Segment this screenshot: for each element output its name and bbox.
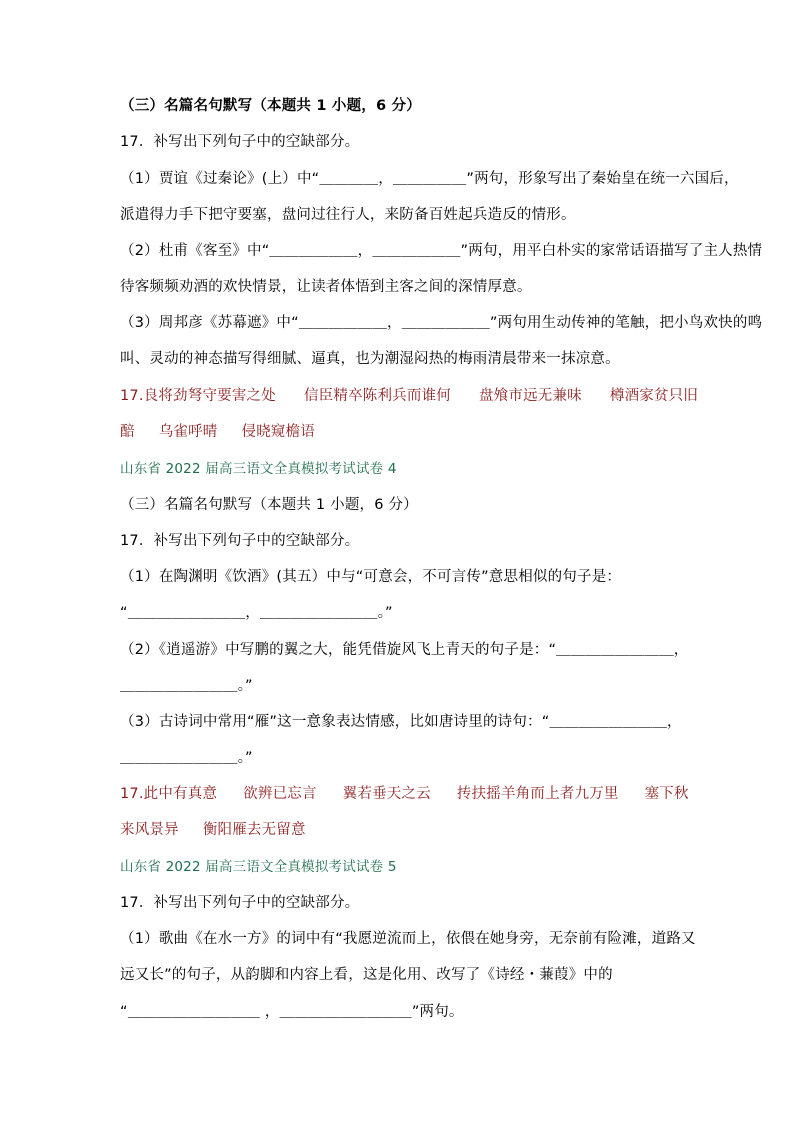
question-item: 远又长”的句子，从韵脚和内容上看，这是化用、改写了《诗经・蒹葭》中的 [120,967,613,983]
answer-text: 欲辨已忘言 [243,786,317,802]
question-prompt: 17．补写出下列句子中的空缺部分。 [120,533,360,549]
question-item: “＿＿＿＿＿＿＿＿＿ ，＿＿＿＿＿＿＿＿＿”两句。 [120,1004,464,1020]
answer-line [120,820,306,840]
section-heading: （三）名篇名句默写（本题共 1 小题，6 分） [120,497,418,513]
answer-text: 塞下秋 [644,786,689,802]
answer-text: 盘飧市远无兼味 [478,388,582,404]
question-prompt: 17．补写出下列句子中的空缺部分。 [120,895,360,911]
answer-line [120,386,698,406]
question-item: （2）杜甫《客至》中“＿＿＿＿＿＿，＿＿＿＿＿＿”两句，用平白朴实的家常话语描写了主人热情 [120,243,763,259]
question-item: 叫、灵动的神态描写得细腻、逼真，也为潮湿闷热的梅雨清晨带来一抹凉意。 [120,351,620,367]
answer-text: 乌雀呼晴 [158,424,218,440]
answer-line [120,422,315,442]
answer-text: 樽酒家贫只旧 [609,388,699,404]
answer-text: 醅 [120,424,135,440]
question-item: （1）贾谊《过秦论》(上）中“＿＿＿＿，＿＿＿＿＿”两句，形象写出了秦始皇在统一六国后， [120,171,739,187]
question-item: 待客频频劝酒的欢快情景，让读者体悟到主客之间的深情厚意。 [120,279,532,295]
answer-text: 17.良将劲弩守要害之处 [120,388,276,404]
answer-text: 抟扶摇羊角而上者九万里 [456,786,619,802]
answer-text: 翼若垂天之云 [342,786,431,802]
answer-text: 来风景异 [120,822,179,838]
question-item: ＿＿＿＿＿＿＿＿。” [120,750,253,766]
question-item: ＿＿＿＿＿＿＿＿。” [120,678,253,694]
answer-text: 衡阳雁去无留意 [202,822,306,838]
answer-line [120,784,689,804]
question-item: （1）歌曲《在水一方》的词中有“我愿逆流而上，依偎在她身旁，无奈前有险滩，道路又 [120,931,696,947]
answer-text: 17.此中有真意 [120,786,218,802]
question-prompt: 17．补写出下列句子中的空缺部分。 [120,134,360,150]
question-item: （2）《逍遥游》中写鹏的翼之大，能凭借旋风飞上青天的句子是：“＿＿＿＿＿＿＿＿， [120,642,689,658]
source-title: 山东省 2022 届高三语文全真模拟考试试卷 4 [120,461,397,477]
source-title: 山东省 2022 届高三语文全真模拟考试试卷 5 [120,859,397,875]
section-heading: （三）名篇名句默写（本题共 1 小题，6 分） [120,98,421,114]
question-item: （3）古诗词中常用“雁”这一意象表达情感，比如唐诗里的诗句：“＿＿＿＿＿＿＿＿， [120,714,682,730]
question-item: （3）周邦彦《苏幕遮》中“＿＿＿＿＿＿，＿＿＿＿＿＿”两句用生动传神的笔触，把小鸟欢快的鸣 [120,315,763,331]
question-item: “＿＿＿＿＿＿＿＿，＿＿＿＿＿＿＿＿。” [120,605,393,621]
answer-text: 信臣精卒陈利兵而谁何 [303,388,451,404]
answer-text: 侵晓窥檐语 [241,424,316,440]
question-item: （1）在陶渊明《饮酒》(其五）中与“可意会，不可言传”意思相似的句子是： [120,569,622,585]
question-item: 派遣得力手下把守要塞，盘问过往行人，来防备百姓起兵造反的情形。 [120,207,576,223]
